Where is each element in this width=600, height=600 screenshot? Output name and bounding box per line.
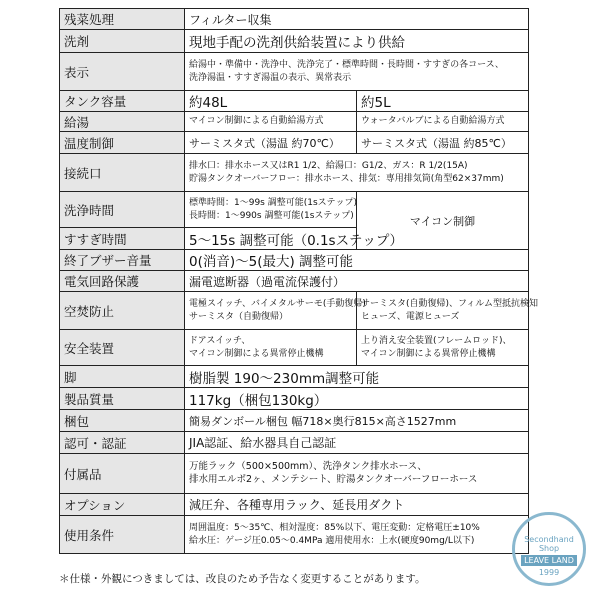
- value-line: ドアスイッチ、: [189, 336, 251, 347]
- rinse-value: [357, 330, 529, 366]
- table-row: [60, 154, 529, 192]
- value-line: サーミスタ(自動復帰)、フィルム型抵抗検知: [361, 299, 538, 310]
- value-line: 万能ラック（500×500mm）、洗浄タンク排水ホース、: [189, 460, 427, 472]
- wash-value: [185, 292, 366, 330]
- row-value: 5～15s 調整可能（0.1sステップ）: [185, 228, 357, 250]
- table-row: [60, 192, 529, 228]
- rinse-value: ウォータバルブによる自動給湯方式: [357, 112, 529, 132]
- row-value: 簡易ダンボール梱包 幅718×奥行815×高さ1527mm: [185, 410, 529, 432]
- stamp-top-text: Secondhand Shop: [524, 535, 574, 553]
- row-value: [185, 454, 529, 494]
- row-label: 終了ブザー音量: [60, 250, 185, 271]
- row-label: 空焚防止: [60, 292, 185, 330]
- row-value: 117kg（梱包130kg）: [185, 388, 529, 410]
- table-row: [60, 112, 529, 132]
- row-label: 脚: [60, 366, 185, 388]
- row-label: 表示: [60, 53, 185, 91]
- row-label: タンク容量: [60, 91, 185, 112]
- table-row: [60, 30, 529, 53]
- row-value: 0(消音)～5(最大) 調整可能: [185, 250, 529, 271]
- table-row: [60, 330, 529, 366]
- table-row: [60, 91, 529, 112]
- row-label: オプション: [60, 494, 185, 516]
- value-line: 周囲温度：5～35℃、相対湿度：85%以下、電圧変動：定格電圧±10%: [189, 523, 480, 534]
- rinse-tank-value: 約5L: [357, 91, 529, 112]
- row-label: 接続口: [60, 154, 185, 192]
- row-value: [185, 53, 529, 91]
- wash-value: サーミスタ式（湯温 約70℃）: [185, 132, 357, 154]
- stamp-bottom-text: 1999: [538, 568, 560, 577]
- row-label: 梱包: [60, 410, 185, 432]
- table-row: [60, 516, 529, 554]
- row-label: 安全装置: [60, 330, 185, 366]
- wash-tank-value: 約48L: [185, 91, 357, 112]
- wash-value: マイコン制御による自動給湯方式: [185, 112, 357, 132]
- table-row: [60, 271, 529, 292]
- table-row: [60, 432, 529, 454]
- row-label: 温度制御: [60, 132, 185, 154]
- row-label: 認可・認証: [60, 432, 185, 454]
- rinse-value: [357, 292, 538, 330]
- value-line: 貯湯タンクオーバーフロー：排水ホース、排気：専用排気筒(角型62×37mm): [189, 173, 504, 184]
- row-value: [185, 192, 357, 228]
- row-label: 電気回路保護: [60, 271, 185, 292]
- row-label: 付属品: [60, 454, 185, 494]
- value-line: 電極スイッチ、バイメタルサーモ(手動復帰): [189, 299, 366, 310]
- table-row: [60, 53, 529, 91]
- shop-stamp-logo: [512, 512, 586, 586]
- value-line: マイコン制御による異常停止機構: [361, 348, 496, 359]
- rinse-value: サーミスタ式（湯温 約85℃）: [357, 132, 529, 154]
- table-row: [60, 366, 529, 388]
- row-value: 樹脂製 190～230mm調整可能: [185, 366, 529, 388]
- row-label: すすぎ時間: [60, 228, 185, 250]
- value-line: マイコン制御による異常停止機構: [189, 348, 324, 359]
- row-value: 現地手配の洗剤供給装置により供給: [185, 30, 529, 53]
- footnote: ＊仕様・外観につきましては、改良のため予告なく変更することがあります。: [59, 573, 426, 585]
- value-line: 洗浄湯温・すすぎ湯温の表示、異常表示: [189, 72, 352, 83]
- table-row: [60, 292, 529, 330]
- value-line: 上り消え安全装置(フレームロッド)、: [361, 336, 512, 347]
- value-line: 排水用エルボ2ヶ、メンテシート、貯湯タンクオーバーフローホース: [189, 473, 478, 485]
- spec-table: [59, 8, 538, 554]
- value-line: 長時間：1～990s 調整可能(1sステップ): [189, 210, 354, 221]
- control-method-value: マイコン制御: [357, 192, 529, 250]
- table-row: [60, 132, 529, 154]
- row-value: [185, 516, 529, 554]
- table-row: [60, 494, 529, 516]
- row-label: 使用条件: [60, 516, 185, 554]
- stamp-mid-text: LEAVE LAND: [521, 555, 577, 566]
- wash-value: [185, 330, 357, 366]
- value-line: 給水圧：ゲージ圧0.05～0.4MPa 適用使用水：上水(硬度90mg/L以下): [189, 535, 475, 546]
- table-row: [60, 410, 529, 432]
- table-row: [60, 388, 529, 410]
- value-line: ヒューズ、電源ヒューズ: [361, 311, 460, 322]
- value-line: サーミスタ（自動復帰）: [189, 311, 289, 322]
- row-label: 洗剤: [60, 30, 185, 53]
- row-value: 漏電遮断器（過電流保護付）: [185, 271, 529, 292]
- table-row: [60, 250, 529, 271]
- value-line: 標準時間：1～99s 調整可能(1sステップ): [189, 198, 357, 209]
- row-label: 洗浄時間: [60, 192, 185, 228]
- row-value: 減圧弁、各種専用ラック、延長用ダクト: [185, 494, 529, 516]
- table-row: [60, 454, 529, 494]
- row-value: JIA認証、給水器具自己認証: [185, 432, 529, 454]
- row-label: 残菜処理: [60, 9, 185, 30]
- value-line: 給湯中・準備中・洗浄中、洗浄完了・標準時間・長時間・すすぎの各コース、: [189, 60, 504, 71]
- row-label: 製品質量: [60, 388, 185, 410]
- table-row: [60, 9, 529, 30]
- row-value: フィルター収集: [185, 9, 529, 30]
- row-label: 給湯: [60, 112, 185, 132]
- value-line: 排水口：排水ホース又はR1 1/2、給湯口：G1/2、ガス：R 1/2(15A): [189, 161, 468, 172]
- row-value: [185, 154, 529, 192]
